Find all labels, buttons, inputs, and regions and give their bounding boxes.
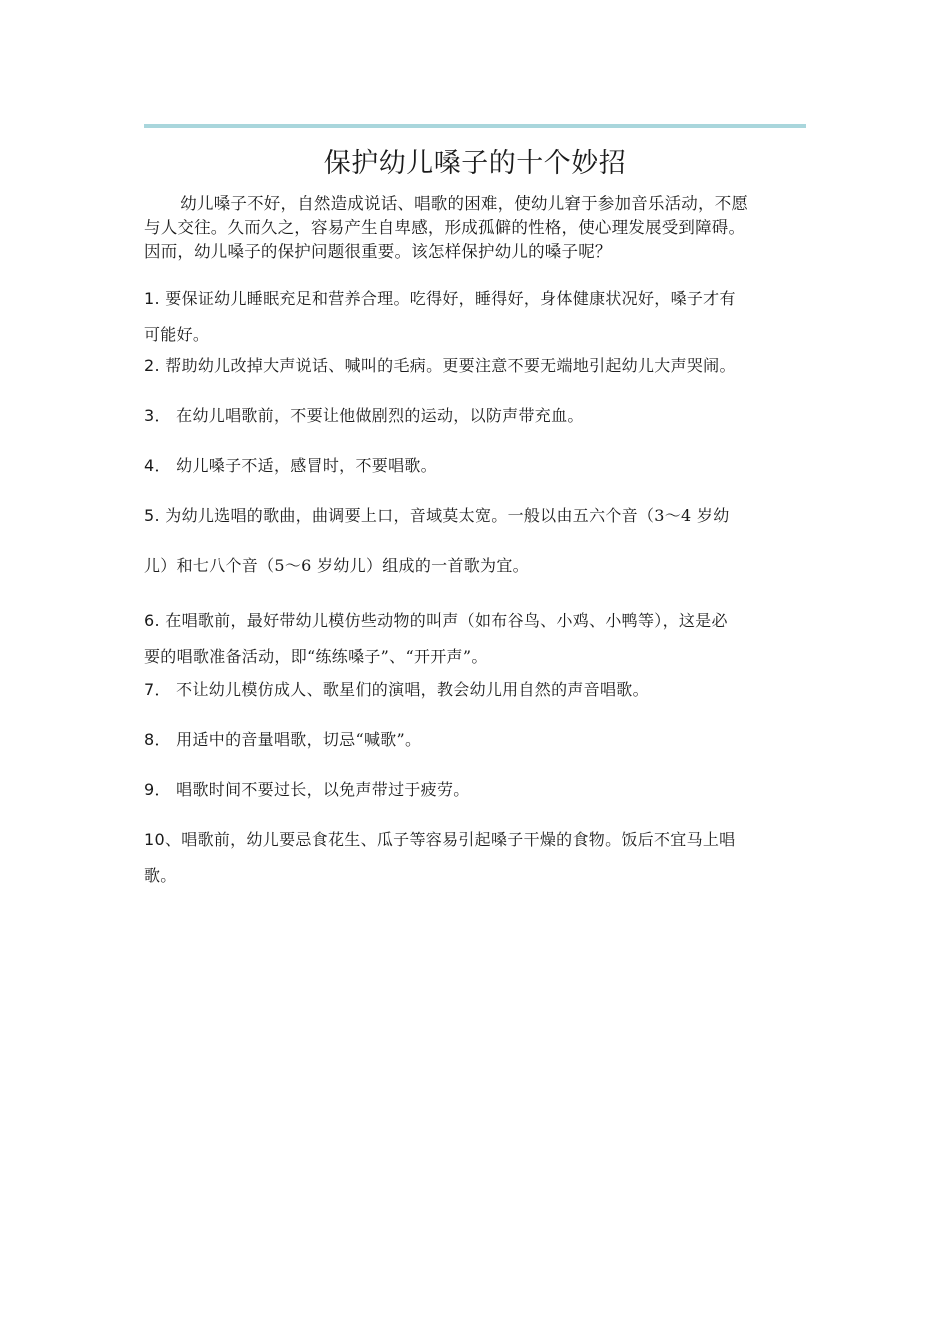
intro-line: 因而，幼儿嗓子的保护问题很重要。该怎样保护幼儿的嗓子呢？	[144, 242, 612, 261]
item-number: 7．	[144, 680, 171, 699]
item-number: 8．	[144, 730, 171, 749]
item-number: 9．	[144, 780, 171, 799]
item-text: 可能好。	[144, 325, 210, 344]
list-item	[144, 822, 812, 894]
item-number: 2.	[144, 356, 160, 375]
item-text: 不让幼儿模仿成人、歌星们的演唱，教会幼儿用自然的声音唱歌。	[176, 680, 649, 699]
header-rule	[144, 124, 806, 128]
item-number: 6.	[144, 611, 160, 630]
item-number: 3．	[144, 406, 171, 425]
item-number: 5.	[144, 506, 160, 525]
item-number: 4．	[144, 456, 171, 475]
item-text: 帮助幼儿改掉大声说话、喊叫的毛病。更要注意不要无端地引起幼儿大声哭闹。	[165, 356, 736, 375]
list-item	[144, 728, 812, 752]
item-text: 唱歌时间不要过长，以免声带过于疲劳。	[176, 780, 470, 799]
item-text: 为幼儿选唱的歌曲，曲调要上口，音域莫太宽。一般以由五六个音（3～4 岁幼	[165, 506, 730, 525]
list-item	[144, 454, 812, 478]
item-number: 1.	[144, 289, 160, 308]
intro-line: 与人交往。久而久之，容易产生自卑感，形成孤僻的性格，使心理发展受到障碍。	[144, 218, 746, 237]
item-text: 要保证幼儿睡眠充足和营养合理。吃得好，睡得好，身体健康状况好，嗓子才有	[165, 289, 736, 308]
item-text: 唱歌前，幼儿要忌食花生、瓜子等容易引起嗓子干燥的食物。饭后不宜马上唱	[181, 830, 736, 849]
document-title: 保护幼儿嗓子的十个妙招	[323, 148, 627, 179]
item-text: 歌。	[144, 866, 177, 885]
item-text: 儿）和七八个音（5～6 岁幼儿）组成的一首歌为宜。	[144, 556, 529, 575]
list-item	[144, 504, 812, 578]
item-text: 要的唱歌准备活动，即“练练嗓子”、“开开声”。	[144, 647, 488, 666]
list-item	[144, 281, 812, 353]
list-item	[144, 354, 812, 378]
item-text: 在幼儿唱歌前，不要让他做剧烈的运动，以防声带充血。	[176, 406, 584, 425]
list-item	[144, 603, 812, 675]
intro-line: 幼儿嗓子不好，自然造成说话、唱歌的困难，使幼儿窘于参加音乐活动，不愿	[180, 194, 749, 213]
intro-paragraph	[144, 192, 808, 264]
list-item	[144, 404, 812, 428]
list-item	[144, 778, 812, 802]
item-text: 在唱歌前，最好带幼儿模仿些动物的叫声（如布谷鸟、小鸡、小鸭等），这是必	[165, 611, 728, 630]
item-number: 10、	[144, 830, 182, 849]
item-text: 幼儿嗓子不适，感冒时，不要唱歌。	[176, 456, 437, 475]
list-item	[144, 678, 812, 702]
item-text: 用适中的音量唱歌，切忌“喊歌”。	[176, 730, 422, 749]
